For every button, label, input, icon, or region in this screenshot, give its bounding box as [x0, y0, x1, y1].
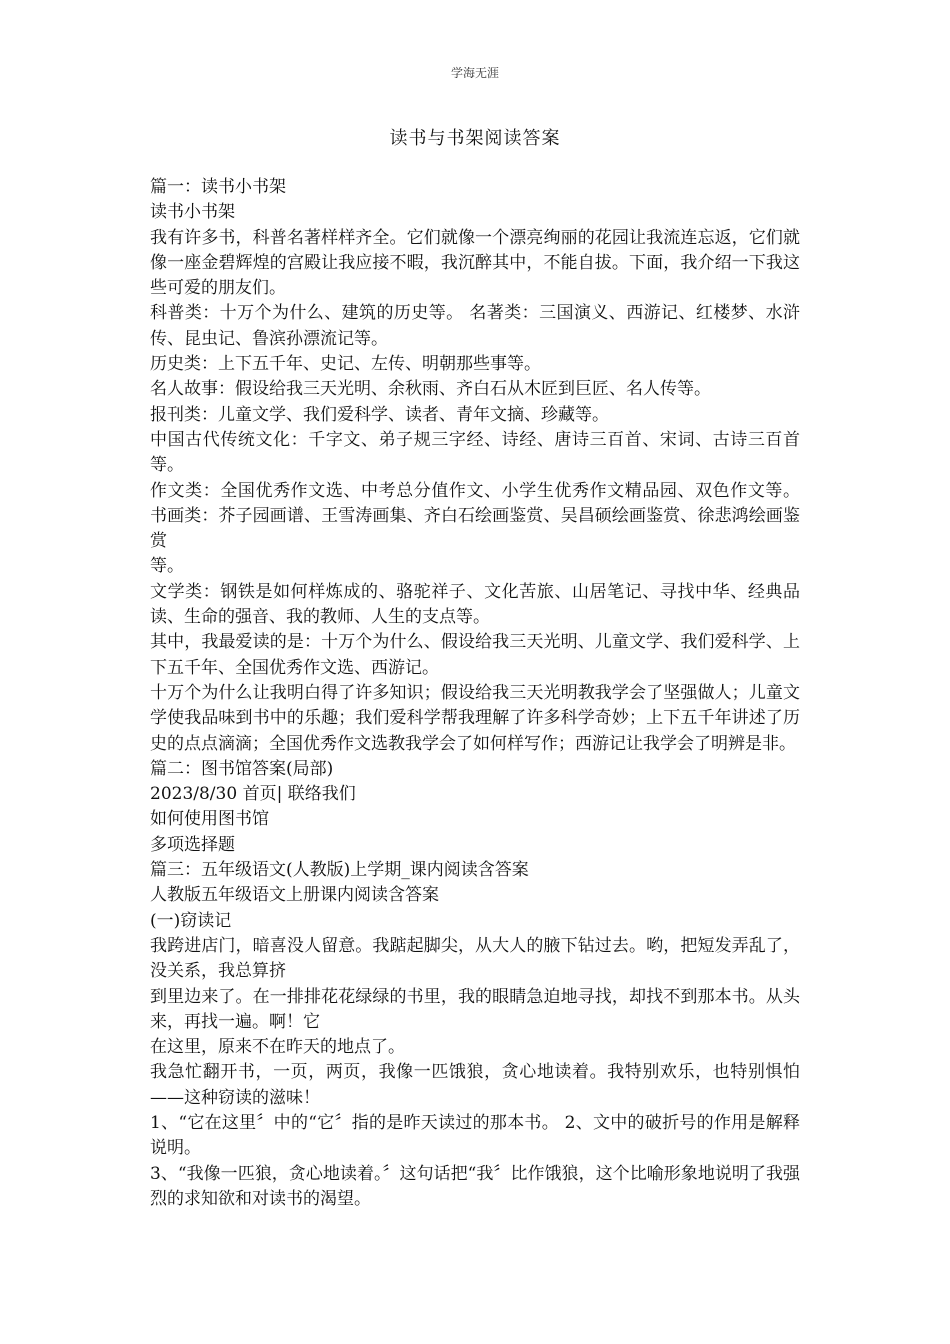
- paragraph: 作文类：全国优秀作文选、中考总分值作文、小学生优秀作文精品园、双色作文等。 书画类：芥子园画谱、王雪涛画集、齐白石绘画鉴赏、吴昌硕绘画鉴赏、徐悲鸿绘画鉴赏: [150, 480, 800, 552]
- paragraph: 中国古代传统文化：千字文、弟子规三字经、诗经、唐诗三百首、宋词、古诗三百首等。: [150, 429, 800, 476]
- paragraph: 篇三：五年级语文(人教版)上学期_课内阅读含答案: [150, 860, 529, 881]
- paragraph: 十万个为什么让我明白得了许多知识；假设给我三天光明教我学会了坚强做人；儿童文学使我品味到书中的乐趣；我们爱科学帮我理解了许多科学奇妙；上下五千年讲述了历史的点点滴滴；全国优秀作文选教我学会了如何样写作；西游记让我学会了明辨是非。: [150, 682, 800, 754]
- paragraph: 篇一：读书小书架: [150, 177, 286, 197]
- paragraph: 读书小书架: [150, 202, 235, 223]
- paragraph: 等。: [150, 556, 184, 577]
- page-header: 学海无涯: [450, 66, 499, 80]
- paragraph: 在这里，原来不在昨天的地点了。: [150, 1037, 405, 1058]
- document-body: [150, 175, 800, 1212]
- paragraph: 2023/8/30 首页| 联络我们: [150, 784, 356, 805]
- document-title: 读书与书架阅读答案: [389, 128, 561, 149]
- paragraph: 3、“我像一匹狼，贪心地读着。〞这句话把“我〞比作饿狼，这个比喻形象地说明了我强烈的求知欲和对读书的渴望。: [150, 1163, 800, 1209]
- paragraph: 如何使用图书馆: [150, 809, 269, 830]
- paragraph: 到里边来了。在一排排花花绿绿的书里，我的眼睛急迫地寻找，却找不到那本书。从头来，再找一遍。啊！它: [150, 986, 800, 1032]
- paragraph: 我急忙翻开书，一页，两页，我像一匹饿狼，贪心地读着。我特别欢乐，也特别惧怕——这种窃读的滋味！: [150, 1062, 800, 1108]
- paragraph: 文学类：钢铁是如何样炼成的、骆驼祥子、文化苦旅、山居笔记、寻找中华、经典品读、生命的强音、我的教师、人生的支点等。: [150, 581, 800, 628]
- paragraph: 我跨进店门，暗喜没人留意。我踮起脚尖，从大人的腋下钻过去。哟，把短发弄乱了，没关系，我总算挤: [150, 935, 800, 982]
- paragraph: (一)窃读记: [150, 910, 232, 931]
- paragraph: 篇二：图书馆答案(局部): [150, 758, 334, 779]
- paragraph: 历史类：上下五千年、史记、左传、明朝那些事等。: [150, 354, 541, 375]
- paragraph: 1、“它在这里〞中的“它〞指的是昨天读过的那本书。 2、文中的破折号的作用是解释说明。: [150, 1112, 800, 1159]
- paragraph: 科普类：十万个为什么、建筑的历史等。 名著类：三国演义、西游记、红楼梦、水浒传、昆虫记、鲁滨孙漂流记等。: [150, 303, 800, 349]
- paragraph: 其中，我最爱读的是：十万个为什么、假设给我三天光明、儿童文学、我们爱科学、上下五千年、全国优秀作文选、西游记。: [150, 632, 800, 678]
- paragraph: 我有许多书，科普名著样样齐全。它们就像一个漂亮绚丽的花园让我流连忘返，它们就像一座金碧辉煌的宫殿让我应接不暇，我沉醉其中，不能自拔。下面，我介绍一下我这些可爱的朋友们。: [150, 227, 800, 299]
- paragraph: 人教版五年级语文上册课内阅读含答案: [150, 885, 439, 906]
- paragraph: 多项选择题: [150, 834, 235, 855]
- paragraph: 报刊类：儿童文学、我们爱科学、读者、青年文摘、珍藏等。: [150, 404, 609, 425]
- paragraph: 名人故事：假设给我三天光明、余秋雨、齐白石从木匠到巨匠、名人传等。: [150, 379, 711, 400]
